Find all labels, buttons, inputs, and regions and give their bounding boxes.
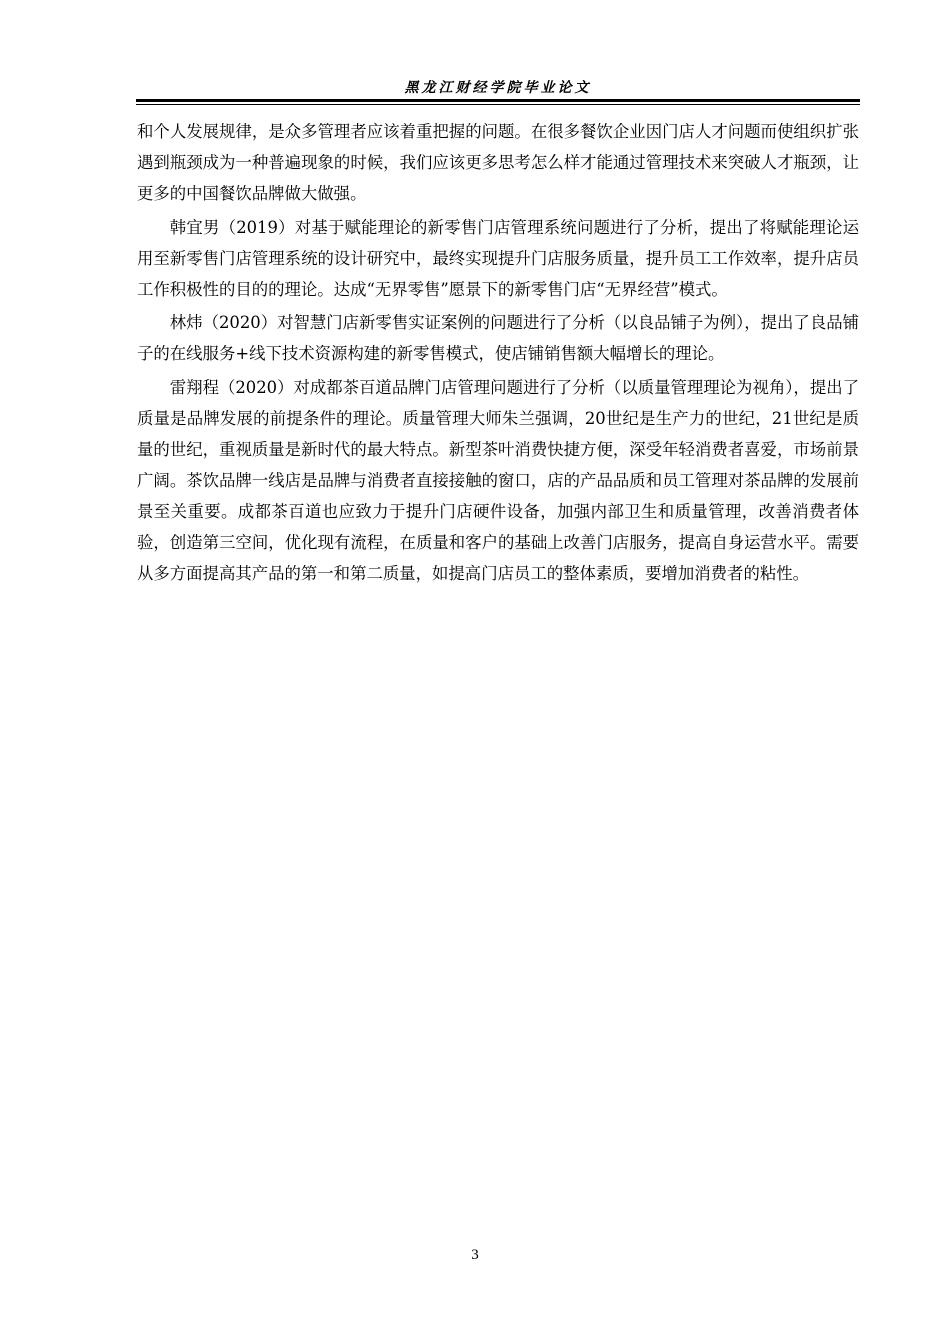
paragraph-continued: 和个人发展规律，是众多管理者应该着重把握的问题。在很多餐饮企业因门店人才问题而使组织扩张遇到瓶颈成为一种普遍现象的时候，我们应该更多思考怎么样才能通过管理技术来突破人才瓶颈，让更多的中国餐饮品牌做大做强。 (137, 122, 859, 203)
body-text (137, 117, 859, 593)
header-title: 黑龙江财经学院毕业论文 (404, 80, 592, 96)
paragraph-han-yinan: 韩宜男（2019）对基于赋能理论的新零售门店管理系统问题进行了分析，提出了将赋能理论运用至新零售门店管理系统的设计研究中，最终实现提升门店服务质量，提升员工工作效率，提升店员工作积极性的目的的理论。达成“无界零售”愿景下的新零售门店“无界经营”模式。 (137, 217, 859, 299)
paragraph-lei-xiangcheng: 雷翔程（2020）对成都茶百道品牌门店管理问题进行了分析（以质量管理理论为视角），提出了质量是品牌发展的前提条件的理论。质量管理大师朱兰强调，20世纪是生产力的世纪，21世纪是质量的世纪，重视质量是新时代的最大特点。新型茶叶消费快捷方便，深受年轻消费者喜爱，市场前景广阔。茶饮品牌一线店是品牌与消费者直接接触的窗口，店的产品品质和员工管理对茶品牌的发展前景至关重要。成都茶百道也应致力于提升门店硬件设备，加强内部卫生和质量管理，改善消费者体验，创造第三空间，优化现有流程，在质量和客户的基础上改善门店服务，提高自身运营水平。需要从多方面提高其产品的第一和第二质量，如提高门店员工的整体素质，要增加消费者的粘性。 (137, 378, 859, 583)
header-rule-thick (136, 99, 860, 102)
page-number: 3 (471, 1247, 479, 1263)
paragraph-lin-wei: 林炜（2020）对智慧门店新零售实证案例的问题进行了分析（以良品铺子为例），提出了良品铺子的在线服务+线下技术资源构建的新零售模式，使店铺销售额大幅增长的理论。 (137, 313, 859, 364)
header-rule-thin (136, 104, 860, 105)
page-header (136, 78, 860, 104)
